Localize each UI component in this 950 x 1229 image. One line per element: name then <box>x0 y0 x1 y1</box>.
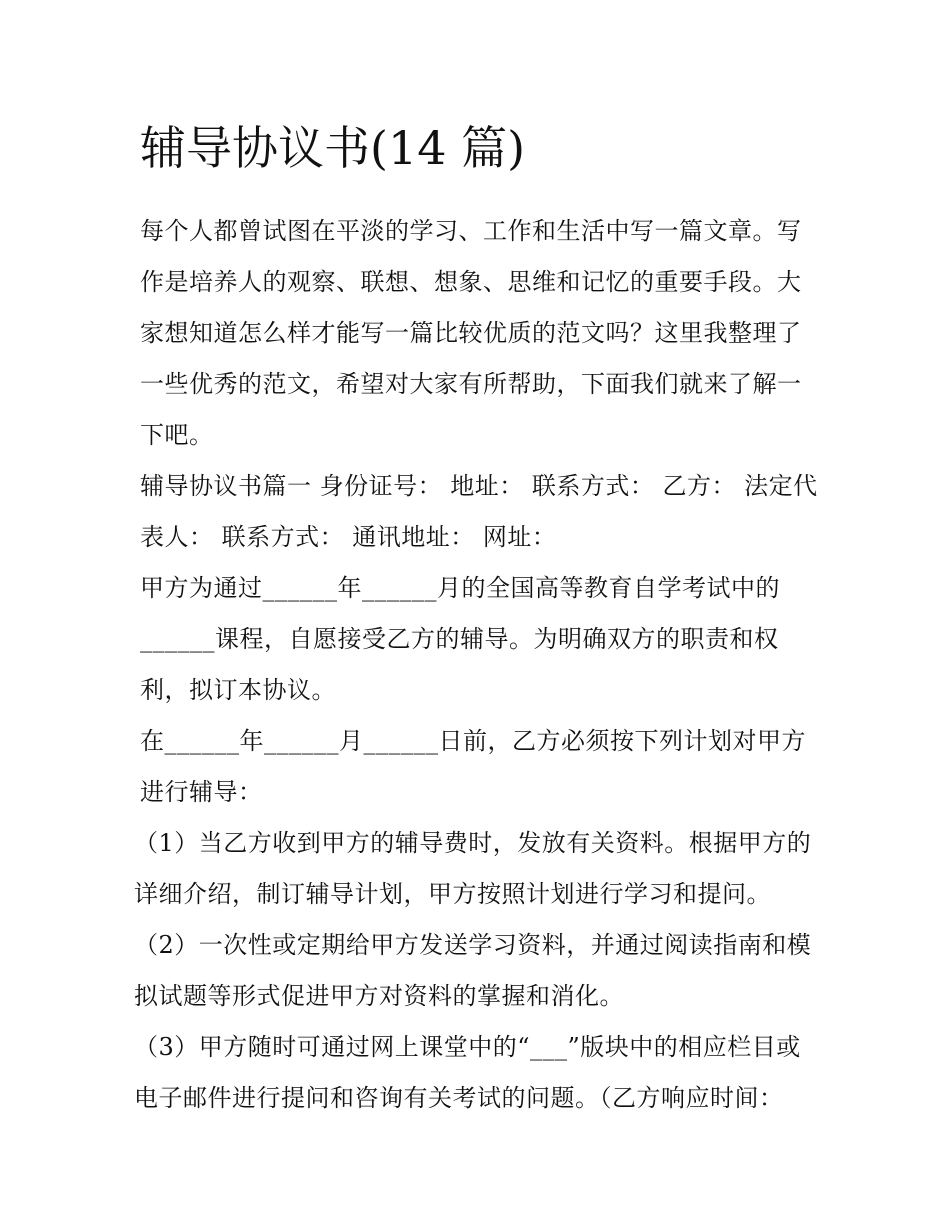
intro-paragraph: 每个人都曾试图在平淡的学习、工作和生活中写一篇文章。写作是培养人的观察、联想、想象、思维和记忆的重要手段。大家想知道怎么样才能写一篇比较优质的范文吗？这里我整理了一些优秀的范文，希望对大家有所帮助，下面我们就来了解一下吧。 <box>140 217 802 449</box>
plan-item-1: （1）当乙方收到甲方的辅导费时，发放有关资料。根据甲方的详细介绍，制订辅导计划，甲方按照计划进行学习和提问。 <box>134 829 812 908</box>
plan-item-3: （3）甲方随时可通过网上课堂中的“___”版块中的相应栏目或电子邮件进行提问和咨询有关考试的问题。（乙方响应时间： <box>134 1033 801 1112</box>
party-info-paragraph: 辅导协议书篇一 身份证号： 地址： 联系方式： 乙方： 法定代表人： 联系方式： 通讯地址： 网址： <box>140 472 818 551</box>
plan-item-2: （2）一次性或定期给甲方发送学习资料，并通过阅读指南和模拟试题等形式促进甲方对资料的掌握和消化。 <box>134 931 812 1010</box>
document-page <box>134 118 820 1124</box>
purpose-paragraph: 甲方为通过______年______月的全国高等教育自学考试中的______课程，自愿接受乙方的辅导。为明确双方的职责和权利，拟订本协议。 <box>140 574 780 704</box>
schedule-paragraph: 在______年______月______日前，乙方必须按下列计划对甲方进行辅导： <box>140 727 806 806</box>
document-title: 辅导协议书(14 篇) <box>140 121 526 175</box>
